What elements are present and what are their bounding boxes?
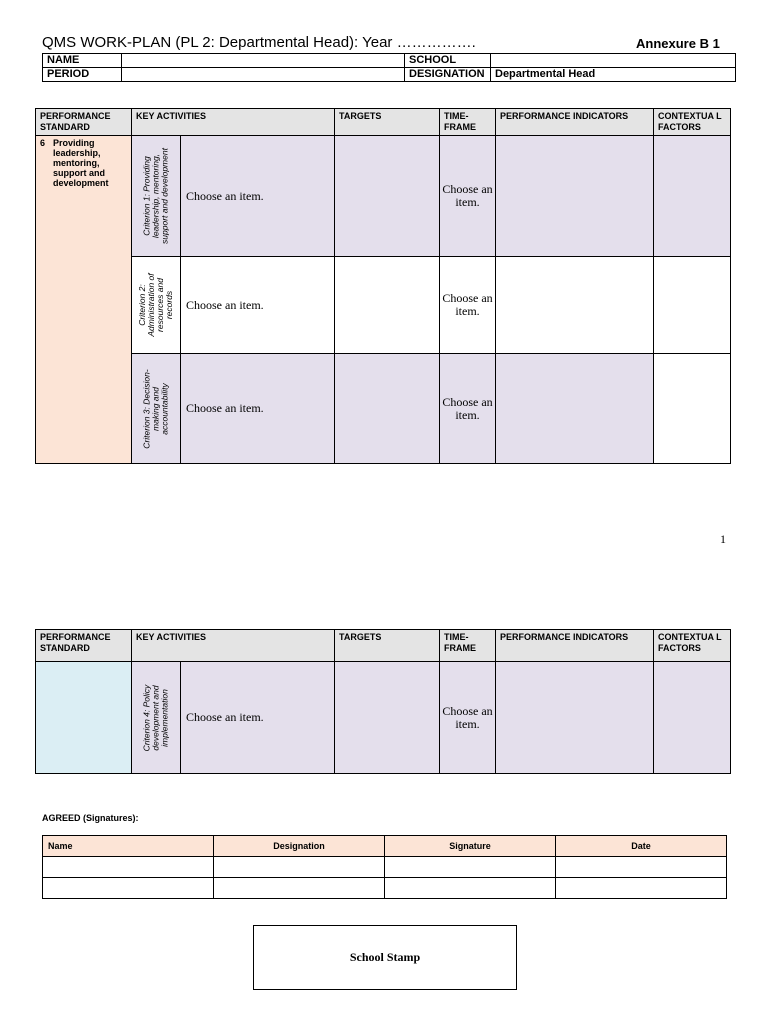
designation-field[interactable]: Departmental Head (491, 68, 736, 82)
period-field[interactable] (122, 68, 405, 82)
criterion-4-label: Criterion 4: Policy development and implementation (132, 662, 181, 774)
col-contextual-factors: CONTEXTUA L FACTORS (654, 630, 731, 662)
col-contextual-factors: CONTEXTUA L FACTORS (654, 109, 731, 136)
contextual-2-cell[interactable] (654, 257, 731, 354)
sig-designation-2[interactable] (214, 878, 385, 899)
contextual-1-cell[interactable] (654, 136, 731, 257)
info-table (42, 53, 736, 82)
sig-col-name: Name (43, 836, 214, 857)
indicators-3-cell[interactable] (496, 354, 654, 464)
criterion-2-label: Criterion 2: Administration of resources and records (132, 257, 181, 354)
criterion-1-label: Criterion 1: Providing leadership, mentoring, support and development (132, 136, 181, 257)
targets-3-cell[interactable] (335, 354, 440, 464)
agreed-title: AGREED (Signatures): (42, 813, 139, 823)
targets-2-cell[interactable] (335, 257, 440, 354)
criterion-3-label: Criterion 3: Decision-making and accountability (132, 354, 181, 464)
sig-col-signature: Signature (385, 836, 556, 857)
standard-text: Providing leadership, mentoring, support and development (53, 138, 109, 188)
targets-4-cell[interactable] (335, 662, 440, 774)
activity-3-dropdown[interactable]: Choose an item. (181, 354, 335, 464)
sig-name-2[interactable] (43, 878, 214, 899)
sig-name-1[interactable] (43, 857, 214, 878)
indicators-2-cell[interactable] (496, 257, 654, 354)
col-time-frame: TIME-FRAME (440, 109, 496, 136)
timeframe-3-dropdown[interactable]: Choose an item. (440, 354, 496, 464)
sig-col-designation: Designation (214, 836, 385, 857)
col-performance-standard: PERFORMANCE STANDARD (36, 630, 132, 662)
targets-1-cell[interactable] (335, 136, 440, 257)
col-targets: TARGETS (335, 630, 440, 662)
standard-number: 6 (40, 138, 46, 148)
indicators-4-cell[interactable] (496, 662, 654, 774)
school-stamp-box (253, 925, 517, 990)
col-performance-standard: PERFORMANCE STANDARD (36, 109, 132, 136)
name-label: NAME (43, 54, 122, 68)
activity-4-dropdown[interactable]: Choose an item. (181, 662, 335, 774)
school-field[interactable] (491, 54, 736, 68)
signatures-table (42, 835, 727, 899)
performance-standard-cell (36, 136, 132, 464)
name-field[interactable] (122, 54, 405, 68)
document-title: QMS WORK-PLAN (PL 2: Departmental Head): Year ……………. (42, 34, 476, 51)
sig-date-2[interactable] (556, 878, 727, 899)
sig-designation-1[interactable] (214, 857, 385, 878)
col-performance-indicators: PERFORMANCE INDICATORS (496, 109, 654, 136)
sig-signature-2[interactable] (385, 878, 556, 899)
col-key-activities: KEY ACTIVITIES (132, 109, 335, 136)
performance-standard-cell-2 (36, 662, 132, 774)
workplan-table-2 (35, 629, 731, 774)
activity-1-dropdown[interactable]: Choose an item. (181, 136, 335, 257)
contextual-4-cell[interactable] (654, 662, 731, 774)
workplan-table-1 (35, 108, 731, 464)
timeframe-4-dropdown[interactable]: Choose an item. (440, 662, 496, 774)
sig-signature-1[interactable] (385, 857, 556, 878)
page-number: 1 (720, 532, 726, 546)
activity-2-dropdown[interactable]: Choose an item. (181, 257, 335, 354)
period-label: PERIOD (43, 68, 122, 82)
indicators-1-cell[interactable] (496, 136, 654, 257)
school-label: SCHOOL (405, 54, 491, 68)
timeframe-2-dropdown[interactable]: Choose an item. (440, 257, 496, 354)
sig-col-date: Date (556, 836, 727, 857)
col-key-activities: KEY ACTIVITIES (132, 630, 335, 662)
timeframe-1-dropdown[interactable]: Choose an item. (440, 136, 496, 257)
col-time-frame: TIME-FRAME (440, 630, 496, 662)
contextual-3-cell[interactable] (654, 354, 731, 464)
col-performance-indicators: PERFORMANCE INDICATORS (496, 630, 654, 662)
school-stamp-label: School Stamp (349, 950, 421, 964)
col-targets: TARGETS (335, 109, 440, 136)
annexure-label: Annexure B 1 (636, 36, 720, 51)
designation-label: DESIGNATION (405, 68, 491, 82)
sig-date-1[interactable] (556, 857, 727, 878)
